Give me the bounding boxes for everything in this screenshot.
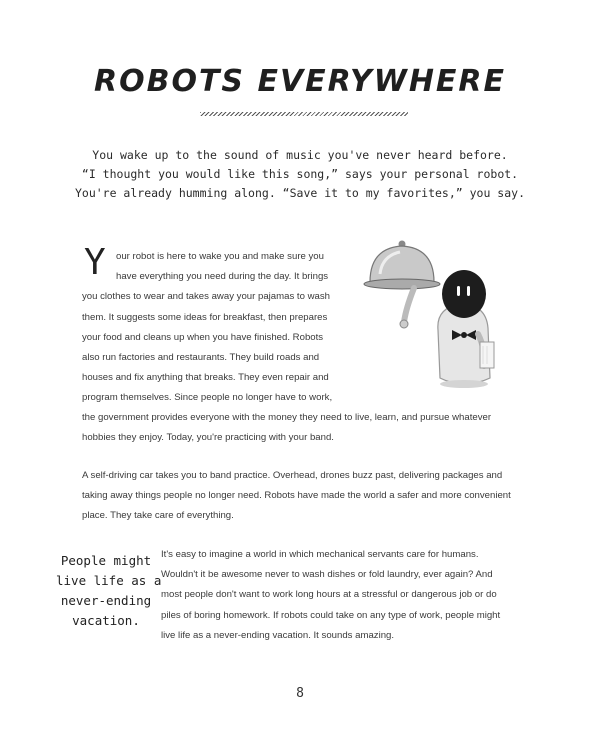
intro-text bbox=[70, 146, 530, 203]
page-number: 8 bbox=[296, 686, 304, 701]
text-line: program themselves. Since people no longer have to work, bbox=[82, 392, 333, 404]
text-line: houses and fix anything that breaks. They even repair and bbox=[82, 372, 329, 384]
intro-line: You're already humming along. “Save it to my favorites,” you say. bbox=[74, 186, 526, 200]
text-line: place. They take care of everything. bbox=[82, 510, 234, 522]
text-line: the government provides everyone with the money they need to live, learn, and pursue whatever bbox=[82, 412, 492, 423]
page-title: ROBOTS EVERYWHERE bbox=[93, 64, 507, 99]
text-line: It's easy to imagine a world in which mechanical servants care for humans. bbox=[161, 549, 479, 560]
text-line: hobbies they enjoy. Today, you're practicing with your band. bbox=[82, 432, 334, 444]
text-line: live life as a never-ending vacation. It sounds amazing. bbox=[161, 629, 395, 641]
text-line: you clothes to wear and takes away your pajamas to wash bbox=[82, 291, 330, 303]
intro-line: “I thought you would like this song,” says your personal robot. bbox=[81, 167, 519, 181]
text-line: A self-driving car takes you to band practice. Overhead, drones buzz past, delivering packages and bbox=[82, 470, 503, 481]
text-line: most people don't want to work long hours at a stressful or dangerous job or do bbox=[161, 589, 497, 601]
text-line: have everything you need during the day. It brings bbox=[116, 271, 329, 283]
drop-cap: Y bbox=[84, 242, 106, 283]
title-underline bbox=[200, 112, 408, 116]
text-line: your food and cleans up when you have finished. Robots bbox=[82, 331, 324, 343]
text-line: Wouldn't it be awesome never to wash dishes or fold laundry, ever again? And bbox=[161, 569, 493, 581]
robot-waiter-icon bbox=[356, 238, 516, 398]
text-line: also run factories and restaurants. They build roads and bbox=[82, 352, 320, 364]
text-line: our robot is here to wake you and make sure you bbox=[116, 251, 324, 262]
pull-quote-line: never-ending bbox=[60, 593, 152, 608]
intro-line: You wake up to the sound of music you've never heard before. bbox=[92, 148, 508, 162]
text-line: taking away things people no longer need. Robots have made the world a safer and more convenient bbox=[82, 490, 511, 502]
pull-quote bbox=[56, 551, 162, 631]
pull-quote-line: live life as a bbox=[56, 573, 162, 588]
pull-quote-line: People might bbox=[60, 553, 152, 568]
text-line: them. It suggests some ideas for breakfast, then prepares bbox=[82, 311, 328, 323]
paragraph-1-continued bbox=[82, 408, 522, 448]
pull-quote-line: vacation. bbox=[72, 613, 140, 628]
text-line: piles of boring homework. If robots could take on any type of work, people might bbox=[161, 609, 501, 621]
paragraph-2 bbox=[82, 466, 532, 527]
paragraph-3 bbox=[161, 545, 531, 646]
